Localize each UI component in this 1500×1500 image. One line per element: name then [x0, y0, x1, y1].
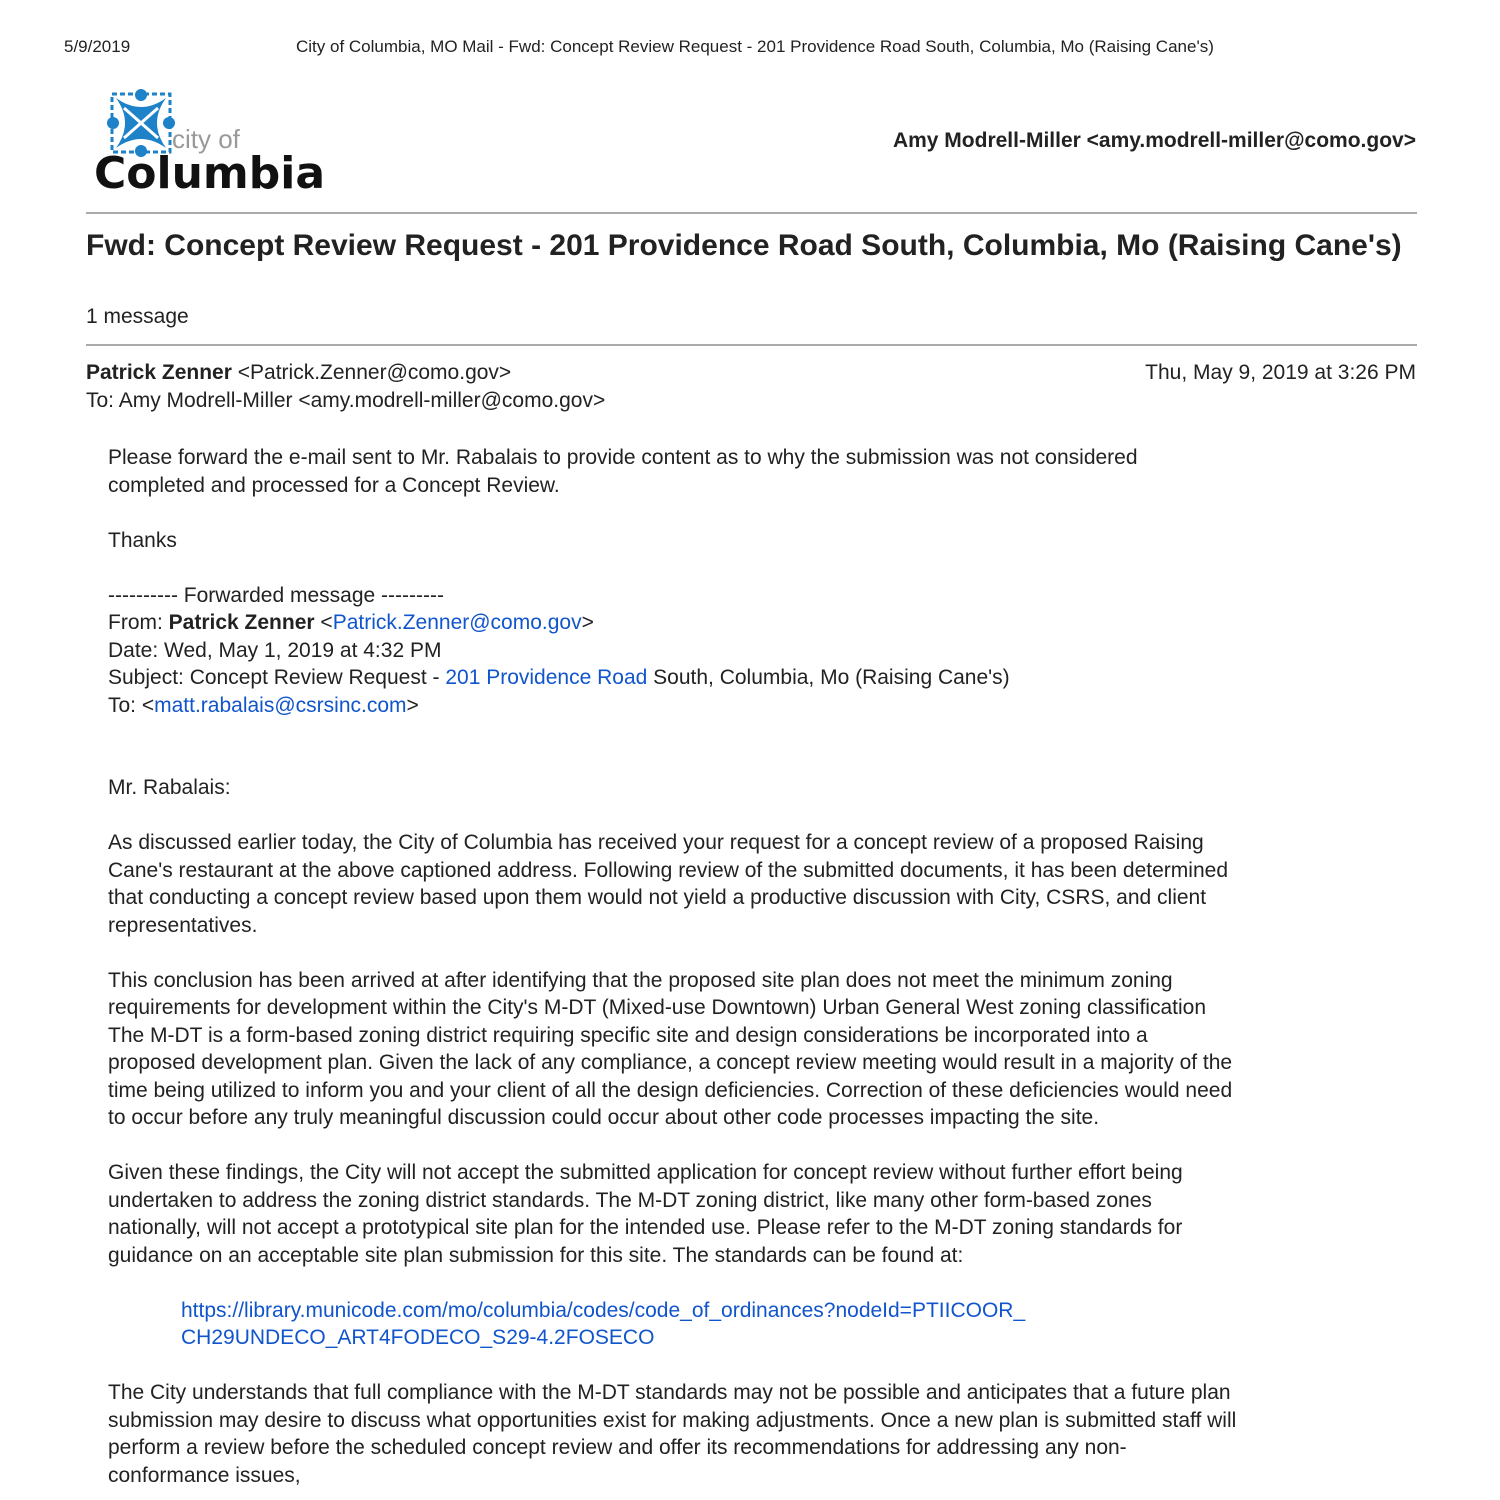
body-line: proposed development plan. Given the lack of any compliance, a concept review meeting would result in a majority of the: [108, 1051, 1233, 1074]
sender-email: <Patrick.Zenner@como.gov>: [237, 361, 512, 384]
message-from: [86, 361, 511, 385]
forward-to: To: <matt.rabalais@csrsinc.com>: [108, 693, 419, 717]
message-body: [108, 444, 1488, 1489]
municode-link-line[interactable]: https://library.municode.com/mo/columbia/codes/code_of_ordinances?nodeId=PTIICOOR_: [181, 1298, 1026, 1322]
body-line: conformance issues,: [108, 1463, 301, 1487]
forward-subject: Subject: Concept Review Request - 201 Providence Road South, Columbia, Mo (Raising Cane's): [108, 666, 1010, 689]
body-line: perform a review before the scheduled concept review and offer its recommendations for addressing any non-: [108, 1436, 1127, 1459]
city-of-columbia-logo: [92, 88, 322, 198]
body-line: This conclusion has been arrived at after identifying that the proposed site plan does not meet the minimum zoning: [108, 968, 1173, 992]
salutation: Mr. Rabalais:: [108, 776, 231, 799]
svg-text:Columbia: Columbia: [94, 148, 322, 198]
to-email-link[interactable]: matt.rabalais@csrsinc.com: [154, 693, 407, 717]
body-line: to occur before any truly meaningful discussion could occur about other code processes impacting the site.: [108, 1106, 1100, 1129]
forward-date: Date: Wed, May 1, 2019 at 4:32 PM: [108, 638, 442, 662]
message-count: 1 message: [86, 305, 189, 328]
body-line: As discussed earlier today, the City of Columbia has received your request for a concept review of a proposed Raising: [108, 831, 1204, 854]
body-line: completed and processed for a Concept Review.: [108, 473, 560, 497]
body-line: requirements for development within the City's M-DT (Mixed-use Downtown) Urban General West zoning classification: [108, 996, 1207, 1019]
body-line: guidance on an acceptable site plan submission for this site. The standards can be found at:: [108, 1243, 964, 1267]
message-to: To: Amy Modrell-Miller <amy.modrell-miller@como.gov>: [86, 389, 606, 412]
logo-emblem-icon: [92, 88, 322, 198]
print-page-title: City of Columbia, MO Mail - Fwd: Concept Review Request - 201 Providence Road South, Columbia, Mo (Raising Cane's): [296, 37, 1214, 56]
municode-link[interactable]: [108, 1324, 1488, 1352]
address-link[interactable]: 201 Providence Road: [445, 666, 648, 689]
body-line: nationally, will not accept a prototypical site plan for the intended use. Please refer to the M-DT zoning standards for: [108, 1216, 1183, 1239]
body-line: Cane's restaurant at the above captioned address. Following review of the submitted documents, it has been determined: [108, 858, 1228, 882]
body-line: submission may desire to discuss what opportunities exist for making adjustments. Once a new plan is submitted staff will: [108, 1408, 1237, 1432]
body-line: undertaken to address the zoning district standards. The M-DT zoning district, like many other form-based zones: [108, 1188, 1152, 1212]
thread-subject: Fwd: Concept Review Request - 201 Providence Road South, Columbia, Mo (Raising Cane's): [86, 229, 1402, 262]
thanks-line: Thanks: [108, 528, 177, 552]
account-user: Amy Modrell-Miller <amy.modrell-miller@como.gov>: [892, 129, 1416, 152]
body-line: Please forward the e-mail sent to Mr. Rabalais to provide content as to why the submission was not considered: [108, 446, 1138, 469]
body-line: The City understands that full compliance with the M-DT standards may not be possible and anticipates that a future plan: [108, 1381, 1231, 1404]
sender-name: Patrick Zenner: [86, 361, 232, 384]
print-date: 5/9/2019: [64, 37, 131, 56]
body-line: representatives.: [108, 913, 258, 937]
forward-from: From: Patrick Zenner <Patrick.Zenner@como.gov>: [108, 611, 594, 634]
svg-text:city of: city of: [172, 124, 240, 154]
body-line: Given these findings, the City will not accept the submitted application for concept review without further effort being: [108, 1161, 1183, 1184]
body-line: The M-DT is a form-based zoning district requiring specific site and design considerations be incorporated into a: [108, 1023, 1148, 1047]
body-line: that conducting a concept review based upon them would not yield a productive discussion with City, CSRS, and client: [108, 886, 1207, 909]
municode-link-line[interactable]: CH29UNDECO_ART4FODECO_S29-4.2FOSECO: [181, 1326, 655, 1349]
divider: [86, 344, 1417, 346]
forward-from-email-link[interactable]: Patrick.Zenner@como.gov: [332, 611, 582, 634]
body-line: time being utilized to inform you and your client of all the design deficiencies. Correction of these deficiencies would need: [108, 1078, 1233, 1102]
divider: [86, 212, 1417, 214]
forward-separator: ---------- Forwarded message ---------: [108, 583, 444, 607]
message-date: Thu, May 9, 2019 at 3:26 PM: [1145, 361, 1416, 384]
municode-link[interactable]: [108, 1297, 1488, 1325]
